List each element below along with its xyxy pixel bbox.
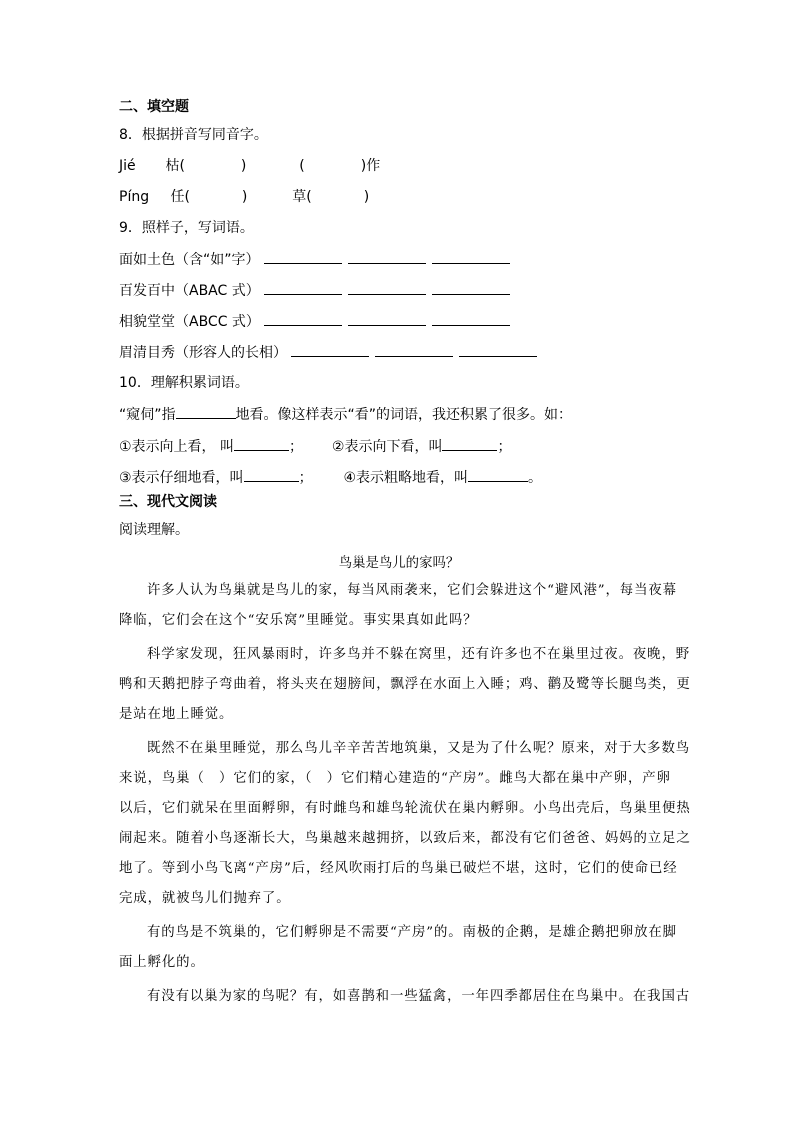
q9-answer-blank[interactable] [348, 280, 426, 295]
q10-item-1-end: ； [289, 439, 304, 455]
q10-item-4: ④表示粗略地看，叫 [343, 470, 469, 486]
passage-line: 来说，鸟巢（ ）它们的家，（ ）它们精心建造的“产房”。雌鸟大都在巢中产卵，产卵 [119, 771, 671, 786]
q10-blank-3[interactable] [244, 467, 299, 482]
q8-word-2a-close: ) [241, 189, 248, 205]
q10-line-1 [119, 404, 572, 425]
section-3-title: 三、现代文阅读 [119, 494, 217, 510]
q8-row-2 [119, 187, 369, 207]
q10-item-4-end: 。 [528, 470, 543, 486]
q9-answer-blank[interactable] [432, 280, 510, 295]
q10-line1-b: 地看。像这样表示“看”的词语，我还积累了很多。如： [235, 407, 573, 423]
passage-line: 闹起来。随着小鸟逐渐长大，鸟巢越来越拥挤，以致后来，都没有它们爸爸、妈妈的立足之 [119, 831, 691, 846]
q9-answer-blank[interactable] [348, 249, 426, 264]
passage-line: 科学家发现，狂风暴雨时，许多鸟并不躲在窝里，还有许多也不在巢里过夜。夜晚，野 [147, 647, 691, 662]
q10-blank-4[interactable] [468, 467, 528, 482]
q10-item-2-end: ； [497, 439, 512, 455]
q9-answer-blank[interactable] [291, 342, 369, 357]
q9-prompt-1: 面如土色（含“如”字） [119, 252, 260, 268]
q10-line1-a: “窥伺”指 [119, 407, 176, 423]
q9-line-1 [119, 249, 516, 270]
q9-answer-blank[interactable] [375, 342, 453, 357]
passage-line: 以后，它们就呆在里面孵卵，有时雌鸟和雄鸟轮流伏在巢内孵卵。小鸟出壳后，鸟巢里便热 [119, 801, 691, 816]
q9-prompt-3: 相貌堂堂（ABCC 式） [119, 314, 260, 330]
q10-stem: 10．理解积累词语。 [119, 375, 249, 391]
passage-line: 完成，就被鸟儿们抛弃了。 [119, 891, 291, 906]
passage-line: 面上孵化的。 [119, 955, 205, 970]
q10-item-3: ③表示仔细地看，叫 [119, 470, 244, 486]
q8-word-2b-close: ) [363, 189, 370, 205]
q10-blank-1[interactable] [234, 436, 289, 451]
q10-line-2 [119, 436, 511, 457]
q10-item-3-end: ； [298, 470, 313, 486]
section-2-title: 二、填空题 [119, 99, 189, 115]
q9-prompt-2: 百发百中（ABAC 式） [119, 283, 260, 299]
passage-line: 鸭和天鹅把脖子弯曲着，将头夹在翅膀间，飘浮在水面上入睡；鸡、鹳及鹭等长腿鸟类，更 [119, 677, 691, 692]
q9-answer-blank[interactable] [264, 249, 342, 264]
q9-answer-blank[interactable] [432, 249, 510, 264]
q10-line-3 [119, 467, 542, 488]
q9-stem: 9．照样子，写词语。 [119, 220, 254, 236]
q10-item-2: ②表示向下看，叫 [331, 439, 443, 455]
q8-stem: 8．根据拼音写同音字。 [119, 127, 268, 143]
q9-line-3 [119, 311, 516, 332]
reading-instruction: 阅读理解。 [119, 522, 189, 538]
q8-word-1b: )作 [360, 158, 381, 174]
q9-line-4 [119, 342, 543, 363]
q8-word-2a: 任( [170, 189, 190, 205]
passage-line: 是站在地上睡觉。 [119, 707, 234, 722]
q9-line-2 [119, 280, 516, 301]
q10-blank-kuisi[interactable] [176, 404, 236, 419]
q8-word-1a-close: ) [240, 158, 247, 174]
worksheet-page [119, 0, 691, 1123]
q8-word-1a: 枯( [165, 158, 185, 174]
q9-prompt-4: 眉清目秀（形容人的长相） [119, 345, 287, 361]
q8-word-2b: 草( [292, 189, 312, 205]
q8-pinyin-jie: Jié [119, 158, 136, 174]
passage-line: 既然不在巢里睡觉，那么鸟儿辛辛苦苦地筑巢，又是为了什么呢？原来，对于大多数鸟 [147, 741, 691, 756]
passage-title: 鸟巢是鸟儿的家吗？ [338, 556, 460, 571]
passage-line: 有没有以巢为家的鸟呢？有，如喜鹊和一些猛禽，一年四季都居住在鸟巢中。在我国古 [147, 989, 691, 1004]
q8-pinyin-ping: Píng [119, 189, 150, 205]
q9-answer-blank[interactable] [432, 311, 510, 326]
passage-line: 降临，它们会在这个“安乐窝”里睡觉。事实果真如此吗？ [119, 613, 478, 628]
q9-answer-blank[interactable] [264, 311, 342, 326]
passage-line: 许多人认为鸟巢就是鸟儿的家，每当风雨袭来，它们会躲进这个“避风港”，每当夜幕 [147, 583, 677, 598]
q10-blank-2[interactable] [442, 436, 497, 451]
q9-answer-blank[interactable] [264, 280, 342, 295]
q8-row-1 [119, 156, 380, 176]
passage-line: 有的鸟是不筑巢的，它们孵卵是不需要“产房”的。南极的企鹅，是雄企鹅把卵放在脚 [147, 925, 677, 940]
q9-answer-blank[interactable] [459, 342, 537, 357]
q10-item-1: ①表示向上看， 叫 [119, 439, 235, 455]
q9-answer-blank[interactable] [348, 311, 426, 326]
q8-word-1b-open: ( [299, 158, 305, 174]
passage-line: 地了。等到小鸟飞离“产房”后，经风吹雨打后的鸟巢已破烂不堪，这时，它们的使命已经 [119, 861, 678, 876]
